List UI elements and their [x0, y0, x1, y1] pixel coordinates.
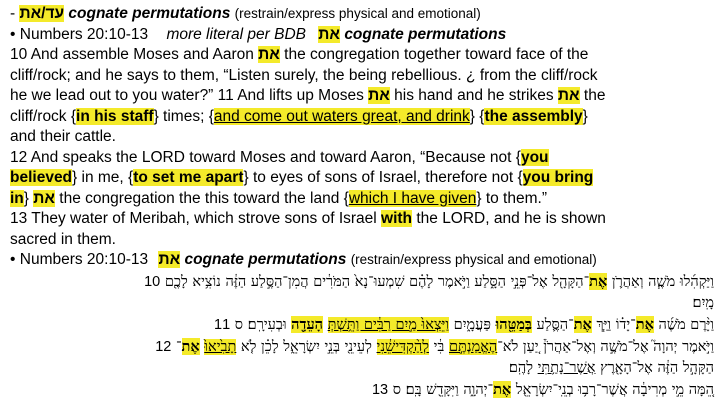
- verse-12-line-2: [10, 168, 714, 189]
- text: }: [23, 189, 34, 207]
- hebrew-verse-11: [10, 314, 714, 336]
- highlight-et: אֶת: [635, 315, 654, 333]
- hebrew-text: מָֽיִם׃: [692, 294, 714, 311]
- text: the congregation the this toward the land {: [54, 189, 349, 207]
- highlight-phrase: believed: [10, 169, 73, 186]
- verse-13-line-1: [10, 209, 714, 230]
- verse-11-line-2: [10, 107, 714, 128]
- highlight-et: את: [258, 46, 280, 63]
- highlight-phrase: in: [10, 189, 24, 207]
- dash: -: [10, 5, 16, 22]
- verse-11-line-1: [10, 86, 714, 107]
- heading-line-1: [10, 4, 714, 25]
- hebrew-tag: עד/את: [19, 5, 65, 22]
- highlight-phrase: הָעֵדָ֖ה: [291, 315, 324, 333]
- text: the LORD, and he is shown: [412, 210, 606, 227]
- hebrew-text: לָהֶֽם׃: [508, 359, 538, 376]
- text: and their cattle.: [10, 128, 116, 145]
- text: } times; {: [153, 107, 214, 125]
- hebrew-verse-10-line-2: [10, 293, 714, 314]
- text: cliff/rock; and he says to them, “Listen surely, the being rebellious. ¿ from the cliff/rock: [10, 66, 598, 84]
- text: his hand and he strikes: [389, 87, 558, 104]
- hebrew-text: ־יָד֗וֹ וַיַּ֧ךְ: [591, 316, 636, 333]
- underlined-phrase: אֲשֶׁר־נָתַ֥תִּי: [537, 359, 596, 376]
- text: cliff/rock {: [10, 107, 77, 125]
- hebrew-text: הַקָּהָ֣ל הַזֶּ֔ה אֶל־הָאָ֖רֶץ: [595, 359, 714, 376]
- highlight-underlined-phrase: הֶאֱמַנְתֶּ֣ם: [449, 338, 498, 355]
- verse-12-line-1: [10, 148, 714, 169]
- text: 13 They water of Meribah, which strove sons of Israel: [10, 210, 382, 227]
- bullet: •: [10, 251, 16, 268]
- reference: Numbers 20:10-13: [19, 25, 149, 43]
- highlight-underlined-phrase: תָבִ֙יאוּ֙: [204, 338, 237, 355]
- hebrew-verse-12-line-2: [10, 358, 714, 379]
- text: 12 And speaks the LORD toward Moses and toward Aaron, “Because not {: [10, 148, 521, 166]
- highlight-underlined-phrase: and come out waters great, and drink: [213, 107, 470, 125]
- hebrew-text: וַיַּקְהִ֜לוּ מֹשֶׁ֧ה וְאַהֲרֹ֛ן: [607, 273, 714, 290]
- highlight-phrase: בְּמַטֵּ֖הוּ: [495, 315, 532, 333]
- text: } to them.”: [476, 189, 547, 207]
- hebrew-text: בִּ֔י: [428, 338, 449, 355]
- highlight-underlined-phrase: וַיֵּצְאוּ֙ מַ֣יִם רַבִּ֔ים וַתֵּ֥שְׁתְּ: [327, 316, 450, 333]
- highlight-phrase: you bring: [522, 169, 594, 186]
- text: he we lead out to you water?” 11 And lifts up Moses: [10, 87, 369, 104]
- highlight-with: with: [381, 210, 413, 227]
- verse-10-line-1: [10, 45, 714, 66]
- translation-note: more literal per BDB: [166, 25, 306, 43]
- highlight-et: את: [33, 189, 55, 207]
- text: } to eyes of sons of Israel, therefore not {: [243, 169, 523, 186]
- hebrew-text: וַיָּ֨רֶם מֹשֶׁ֜ה: [653, 316, 714, 333]
- hebrew-text: ־הַקָּהָ֖ל אֶל־פְּנֵ֣י הַסָּ֑לַע וַיֹּ֣אמֶר לָהֶ֗ם שִׁמְעוּ־נָא֙ הַמֹּרִ֔ים הֲמִן־הַסֶּ֣לַע הַזֶּ֔ה נוֹצִ֥יא לָכֶ֖ם: [164, 273, 590, 290]
- bullet: •: [10, 25, 16, 43]
- hebrew-verse-10-line-1: [10, 271, 714, 293]
- highlight-phrase: in his staff: [76, 107, 154, 125]
- hebrew-text: ־: [175, 338, 182, 355]
- hebrew-verse-12-line-1: [10, 336, 714, 358]
- verse-13-line-2: [10, 230, 714, 251]
- highlight-phrase: the assembly: [484, 107, 583, 125]
- hebrew-text: הֵ֚מָּה מֵ֣י מְרִיבָ֔ה אֲשֶׁר־רָב֥וּ בְנֵֽי־יִשְׂרָאֵ֖ל: [511, 381, 714, 398]
- highlight-phrase: to set me apart: [133, 169, 244, 186]
- verse-number: 10: [144, 273, 161, 290]
- hebrew-tag: את: [158, 251, 181, 268]
- text: sacred in them.: [10, 230, 116, 248]
- hebrew-text: פַּעֲמָ֑יִם: [449, 316, 496, 333]
- cognate-phrase: cognate permutations: [344, 25, 507, 43]
- hebrew-tag: את: [318, 25, 340, 43]
- hebrew-text: ־יְהוָ֑ה וַיִּקָּדֵ֖שׁ בָּֽם׃: [405, 381, 494, 398]
- text: 10 And assemble Moses and Aaron: [10, 46, 259, 63]
- highlight-et: אֶת: [589, 272, 608, 290]
- heading-line-2: [10, 25, 714, 46]
- highlight-et: אֶת: [181, 337, 200, 355]
- text: } in me, {: [72, 169, 134, 186]
- hebrew-text: וּבְעִירָֽם׃: [247, 316, 292, 333]
- setumah-mark: ס: [392, 381, 401, 398]
- cognate-phrase: cognate permutations: [68, 5, 231, 22]
- hebrew-text: לְעֵינֵ֖י בְּנֵ֣י יִשְׂרָאֵ֑ל לָכֵ֗ן לֹ֤א: [236, 338, 377, 355]
- note: (restrain/express physical and emotional): [350, 252, 597, 267]
- verse-number: 11: [214, 316, 231, 333]
- reference: Numbers 20:10-13: [19, 251, 149, 268]
- text: the: [579, 87, 606, 104]
- highlight-underlined-phrase: which I have given: [348, 189, 477, 207]
- highlight-underlined-phrase: לְהַ֨קְדִּישֵׁ֔נִי: [376, 338, 429, 355]
- heading-line-3: [10, 250, 714, 271]
- verse-11-line-3: [10, 127, 714, 148]
- text: the congregation together toward face of the: [279, 46, 589, 63]
- hebrew-text: [323, 317, 328, 333]
- text: }: [582, 107, 588, 125]
- cognate-phrase: cognate permutations: [184, 251, 347, 268]
- highlight-et: את: [368, 87, 390, 104]
- highlight-et: אֶת: [493, 380, 512, 398]
- hebrew-text: ־הַסֶּ֛לַע: [531, 316, 574, 333]
- note: (restrain/express physical and emotional): [234, 6, 481, 21]
- setumah-mark: ס: [234, 316, 244, 333]
- verse-10-line-2: [10, 66, 714, 87]
- hebrew-text: וַיֹּ֣אמֶר יְהוָה֮ אֶל־מֹשֶׁ֣ה וְאֶל־אַהֲרֹן֒ יַ֚עַן לֹא־: [497, 338, 714, 355]
- highlight-et: את: [557, 87, 580, 104]
- hebrew-verse-13: [10, 379, 714, 401]
- text: } {: [469, 107, 485, 125]
- verse-12-line-3: [10, 189, 714, 210]
- verse-number: 12: [155, 338, 172, 355]
- verse-number: 13: [371, 381, 389, 398]
- highlight-phrase: you: [520, 148, 549, 166]
- highlight-et: אֶת: [573, 315, 592, 333]
